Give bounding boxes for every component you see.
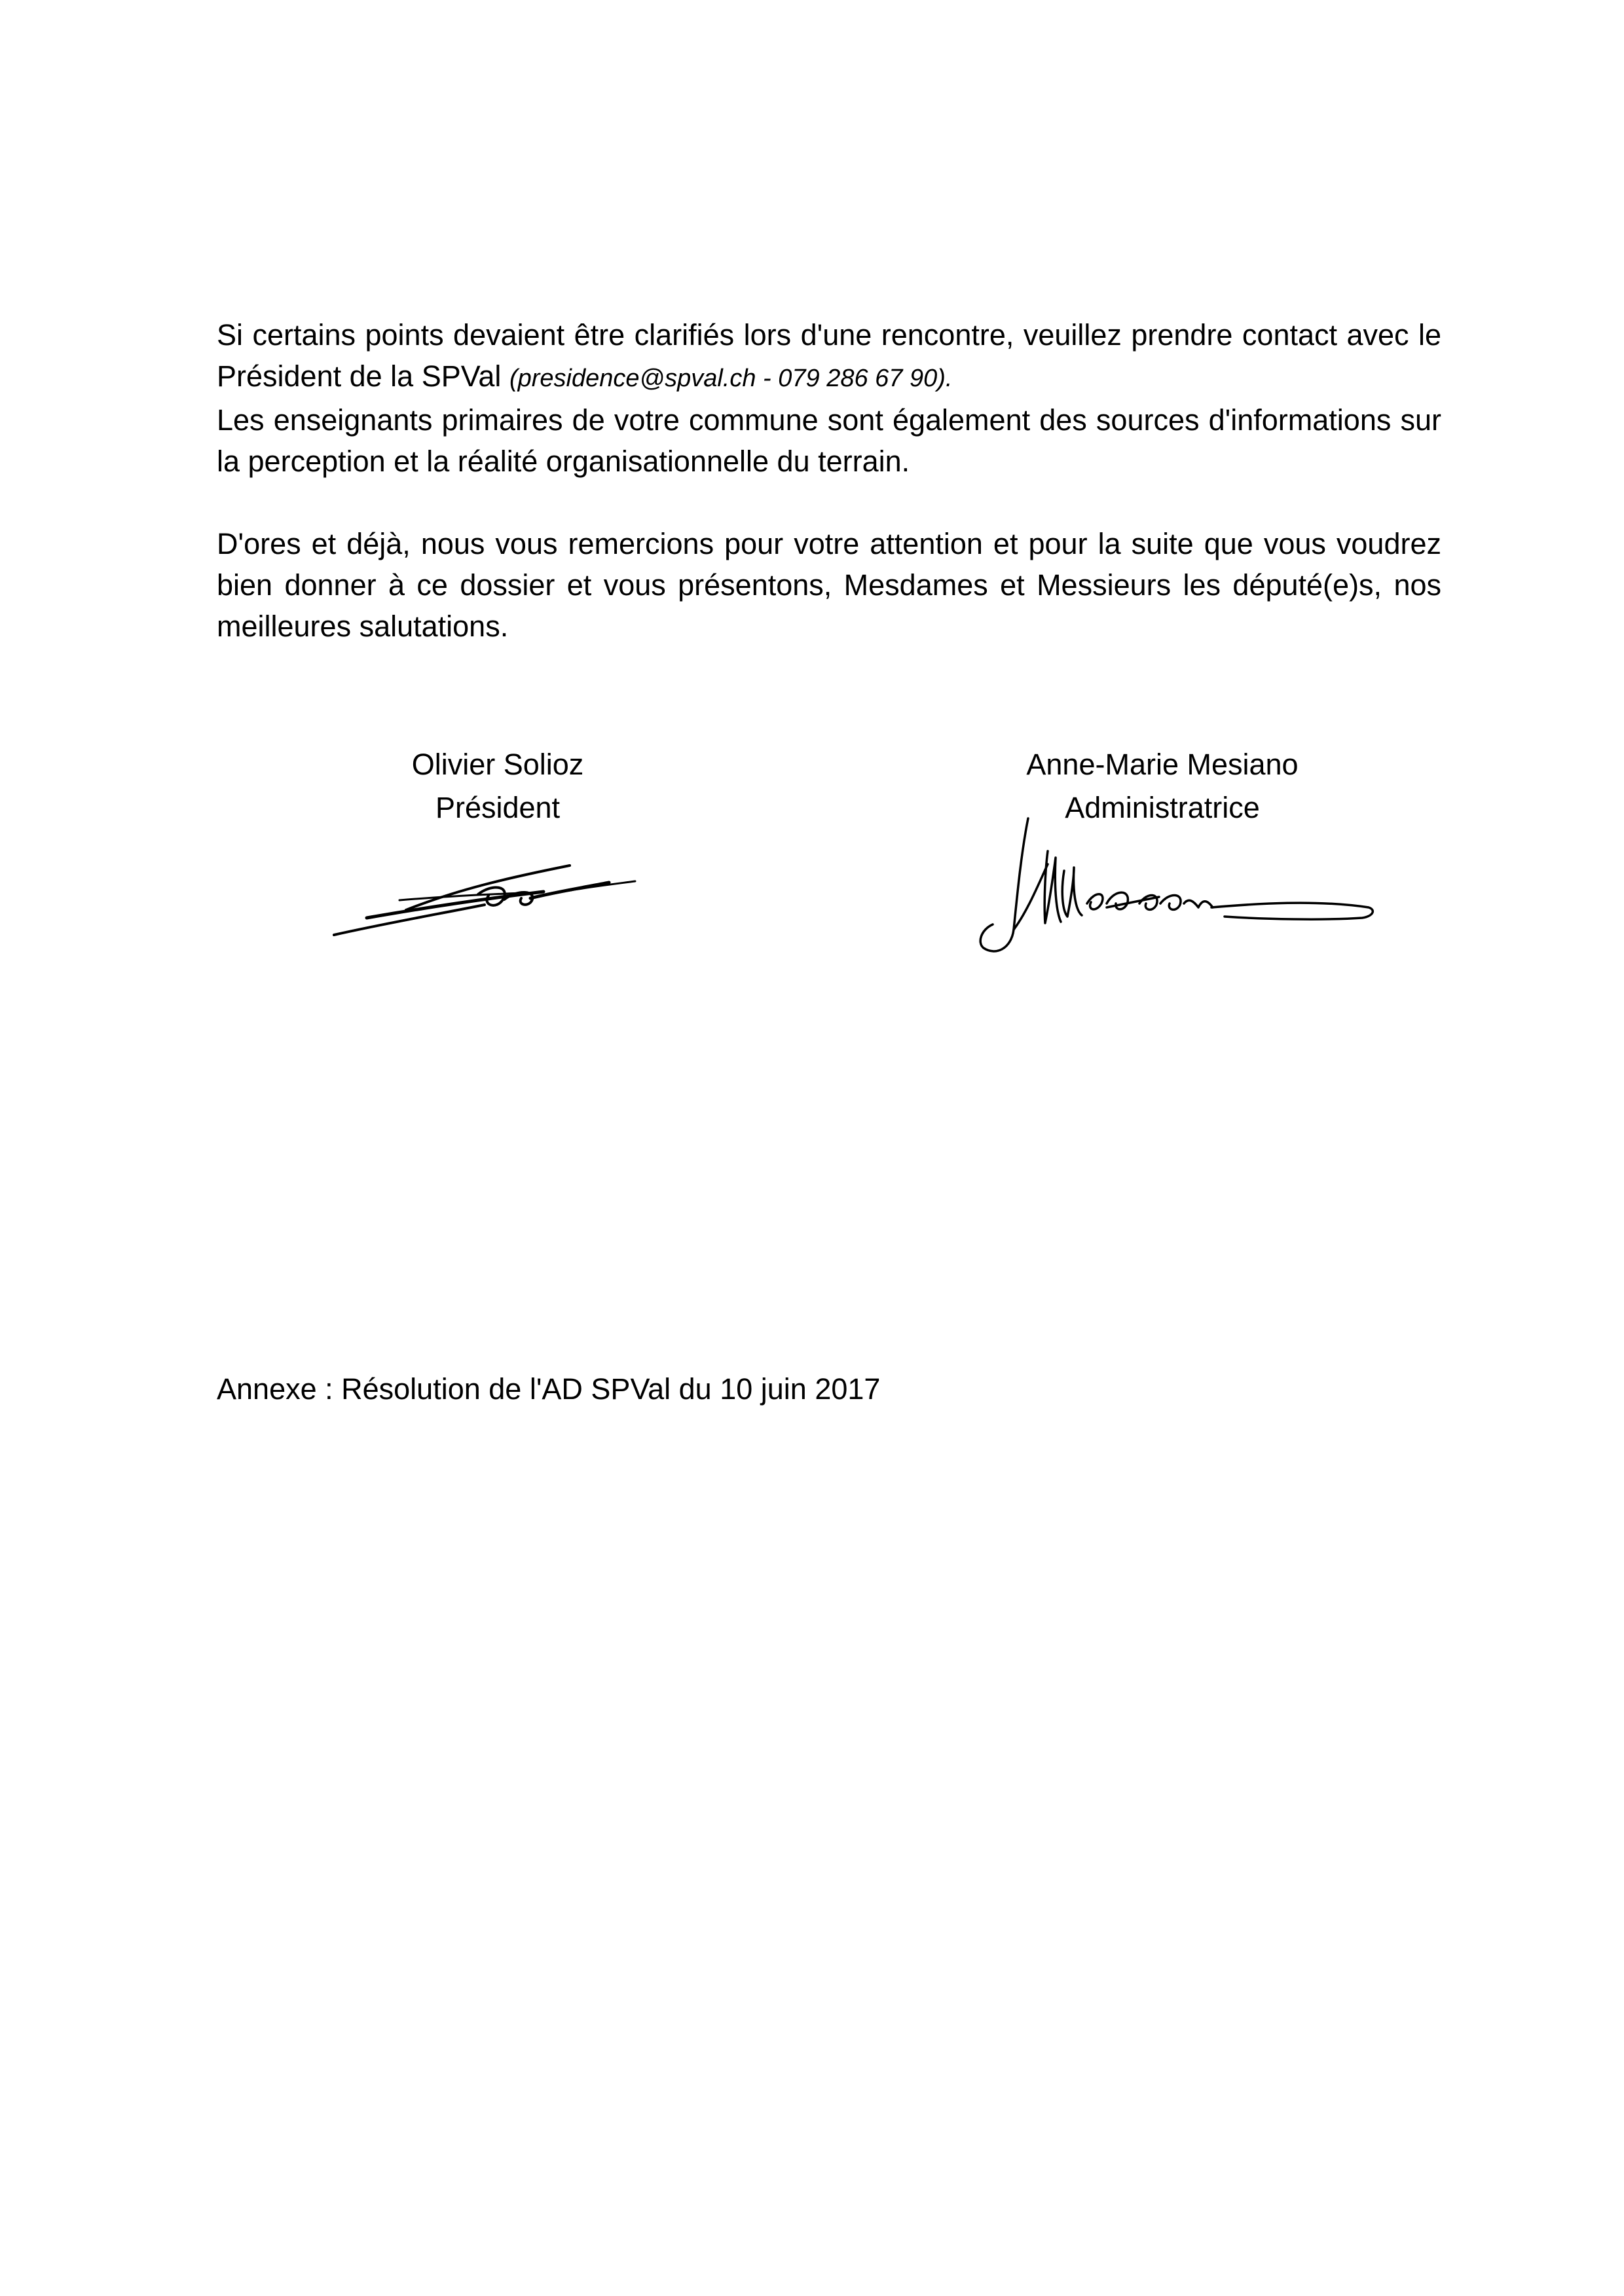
signatory-right-title: Administratrice xyxy=(1065,791,1260,824)
letter-body xyxy=(217,314,1441,647)
annexe-note: Annexe : Résolution de l'AD SPVal du 10 juin 2017 xyxy=(217,1372,881,1406)
signatory-left-title: Président xyxy=(435,791,561,824)
paragraph-contact xyxy=(217,314,1441,482)
paragraph-closing: D'ores et déjà, nous vous remercions pour votre attention et pour la suite que vous voudrez bien donner à ce dossier et vous présentons, Mesdames et Messieurs les député(e)s, nos meilleures salutations. xyxy=(217,527,1441,643)
signatory-right-name: Anne-Marie Mesiano xyxy=(1026,748,1299,781)
signatory-left-name: Olivier Solioz xyxy=(411,748,584,781)
signature-right-icon xyxy=(976,805,1382,969)
signatory-left xyxy=(367,743,629,829)
paragraph-contact-line-1: Si certains points devaient être clarifiés lors d'une rencontre, veuillez prendre contact avec le Président de la SPVal xyxy=(217,318,1441,393)
signature-left-icon xyxy=(327,831,668,943)
paragraph-contact-line-2: Les enseignants primaires de votre commune sont également des sources d'informations sur la perception et la réalité organisationnelle du terrain. xyxy=(217,403,1441,478)
contact-details: (presidence@spval.ch - 079 286 67 90). xyxy=(509,365,953,392)
